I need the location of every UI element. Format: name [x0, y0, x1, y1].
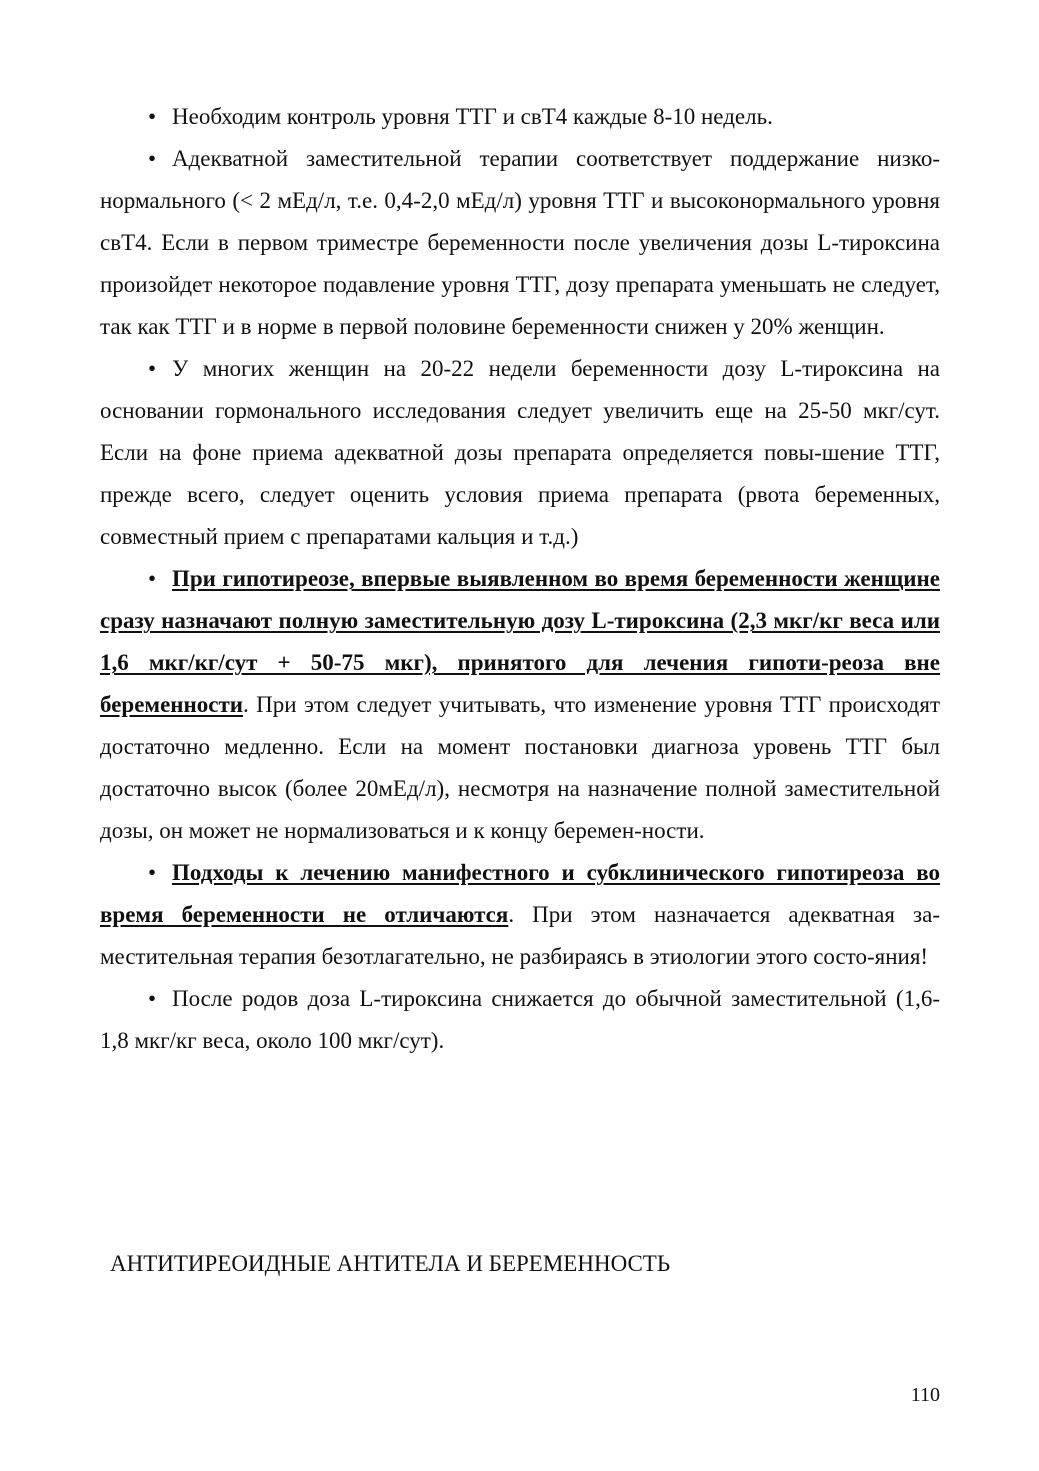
bullet-icon: •	[148, 104, 157, 129]
document-body	[100, 96, 940, 1062]
paragraph-2	[100, 138, 940, 348]
paragraph-5	[100, 852, 940, 978]
paragraph-text: . При этом назначается адекватная за-местительная терапия безотлагательно, не разбираясь в этиологии этого состо-яния!	[100, 902, 940, 969]
page-number: 110	[910, 1384, 940, 1406]
bullet-icon: •	[148, 566, 157, 591]
bullet-icon: •	[148, 146, 157, 171]
paragraph-highlight: При гипотиреозе, впервые выявленном во время беременности женщине сразу назначают полную заместительную дозу L-тироксина (2,3 мкг/кг веса или 1,6 мкг/кг/сут + 50-75 мкг), принятого для лечения гипоти-реоза вне беременности	[100, 566, 940, 717]
paragraph-text: . При этом следует учитывать, что изменение уровня ТТГ происходят достаточно медленно. Если на момент постановки диагноза уровень ТТГ был достаточно высок (более 20мЕд/л), несмотря на назначение полной заместительной дозы, он может не нормализоваться и к концу беремен-ности.	[100, 692, 940, 843]
bullet-icon: •	[148, 986, 157, 1011]
paragraph-3	[100, 348, 940, 558]
section-heading: АНТИТИРЕОИДНЫЕ АНТИТЕЛА И БЕРЕМЕННОСТЬ	[110, 1251, 671, 1276]
paragraph-text: Необходим контроль уровня ТТГ и свТ4 каждые 8-10 недель.	[172, 104, 773, 129]
paragraph-text: У многих женщин на 20-22 недели беременности дозу L-тироксина на основании гормонального исследования следует увеличить еще на 25-50 мкг/сут. Если на фоне приема адекватной дозы препарата определяется повы-шение ТТГ, прежде всего, следует оценить условия приема препарата (рвота беременных, совместный прием с препаратами кальция и т.д.)	[100, 356, 940, 549]
paragraph-6	[100, 978, 940, 1062]
bullet-icon: •	[148, 860, 157, 885]
paragraph-highlight: Подходы к лечению манифестного и субклинического гипотиреоза во время беременности не отличаются	[100, 860, 940, 927]
bullet-icon: •	[148, 356, 157, 381]
paragraph-text: После родов доза L-тироксина снижается до обычной заместительной (1,6-1,8 мкг/кг веса, около 100 мкг/сут).	[100, 986, 940, 1053]
paragraph-4	[100, 558, 940, 852]
paragraph-1	[100, 96, 940, 138]
paragraph-text: Адекватной заместительной терапии соответствует поддержание низко-нормального (< 2 мЕд/л, т.е. 0,4-2,0 мЕд/л) уровня ТТГ и высоконормального уровня свТ4. Если в первом триместре беременности после увеличения дозы L-тироксина произойдет некоторое подавление уровня ТТГ, дозу препарата уменьшать не следует, так как ТТГ и в норме в первой половине беременности снижен у 20% женщин.	[100, 146, 940, 339]
